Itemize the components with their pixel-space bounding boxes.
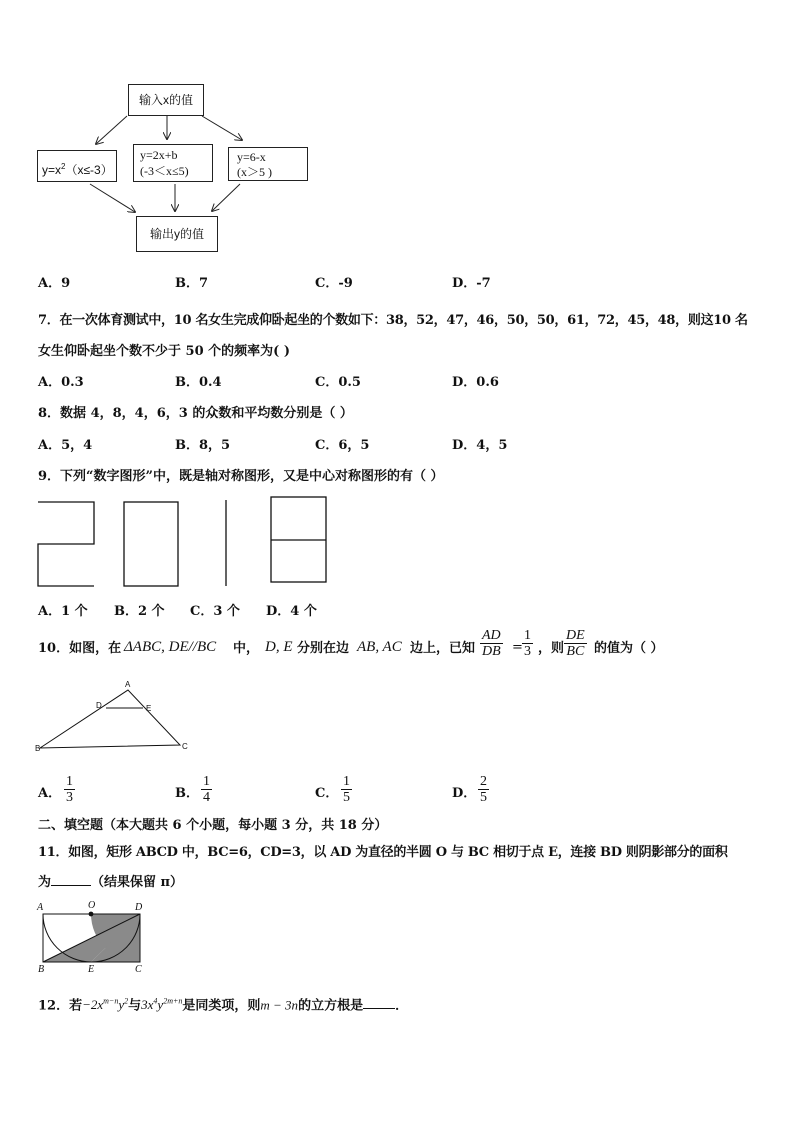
q7-option-b[interactable]: B．0.4 <box>175 375 222 390</box>
q8-option-a[interactable]: A．5，4 <box>38 438 93 453</box>
q9-option-d[interactable]: D．4 个 <box>266 604 317 619</box>
q10-label-d: D <box>96 701 102 710</box>
q6-option-c[interactable]: C．-9 <box>315 276 353 291</box>
q10-sides: AB, AC <box>357 639 402 655</box>
q8-option-d[interactable]: D．4，5 <box>452 438 508 453</box>
flow-branch-right-box: y=6-x (x＞5 ) <box>228 147 308 181</box>
q10-stem-mid1: 中， <box>233 641 260 656</box>
flow-branch-mid-box: y=2x+b (-3＜x≤5) <box>133 144 213 182</box>
q7-stem-line1: 7．在一次体育测试中，10 名女生完成仰卧起坐的个数如下：38，52，47，46，50，50，61，72，45，48，则这10 名 <box>38 313 748 328</box>
q11-label-b: B <box>38 964 45 975</box>
q11-label-a: A <box>37 902 44 913</box>
q8-stem: 8．数据 4，8，4，6，3 的众数和平均数分别是（ ） <box>38 406 353 421</box>
q7-option-d[interactable]: D．0.6 <box>452 375 499 390</box>
q10-fraction-ad-db: $\frac{AD}{DB}$ <box>482 628 501 659</box>
q9-option-c[interactable]: C．3 个 <box>190 604 240 619</box>
q8-option-b[interactable]: B．8，5 <box>175 438 231 453</box>
q10-label-a: A <box>125 680 131 689</box>
q10-label-e: E <box>146 704 152 713</box>
q11-label-e: E <box>88 964 95 975</box>
q10-fraction-de-bc: $\frac{DE}{BC}$ <box>566 628 585 659</box>
flow-branch-left-box: $y=x^2(x\le-3)$ <box>37 150 117 182</box>
q10-stem-mid2: 分别在边 <box>297 641 350 656</box>
q12-expression: m − 3n <box>260 997 299 1013</box>
flow-input-box: 输入x的值 <box>128 84 204 116</box>
q10-stem-then: ，则 <box>538 641 565 656</box>
q10-stem-mid3: 边上，已知 <box>410 641 476 656</box>
q10-label-b: B <box>35 744 41 753</box>
q12-answer-blank[interactable] <box>363 1008 395 1009</box>
q11-label-c: C <box>135 964 142 975</box>
q6-option-b[interactable]: B．7 <box>175 276 209 291</box>
q10-fraction-one-third: $\frac{1}{3}$ <box>524 628 531 659</box>
q10-points-de: D, E <box>265 639 293 655</box>
q10-equals: = <box>512 640 523 655</box>
q10-triangle-cond: ΔABC, DE//BC <box>124 639 217 655</box>
q12-stem: 12．若$-2x^{m-n}y^2$与$3x^4y^{2m+n}$是同类项，则m − 3n的立方根是 ． <box>38 997 409 1014</box>
q10-label-c: C <box>182 742 188 751</box>
q10-stem-start: 10．如图，在 <box>38 641 122 656</box>
q6-option-d[interactable]: D．-7 <box>452 276 491 291</box>
q9-option-a[interactable]: A．1 个 <box>38 604 88 619</box>
q8-option-c[interactable]: C．6，5 <box>315 438 370 453</box>
flow-output-box: 输出y的值 <box>136 216 218 252</box>
section-2-title: 二、填空题（本大题共 6 个小题，每小题 3 分，共 18 分） <box>38 818 388 833</box>
q10-stem-end: 的值为（ ） <box>594 641 664 656</box>
q7-option-a[interactable]: A．0.3 <box>38 375 84 390</box>
q11-label-d: D <box>135 902 143 913</box>
q9-option-b[interactable]: B．2 个 <box>114 604 165 619</box>
q12-term-1: $-2x^{m-n}y^2$ <box>82 997 129 1013</box>
q11-stem-line1: 11．如图，矩形 ABCD 中，BC=6，CD=3，以 AD 为直径的半圆 O 与 BC 相切于点 E，连接 BD 则阴影部分的面积 <box>38 845 728 860</box>
q11-stem-line2: 为 （结果保留 π） <box>38 875 184 890</box>
q9-stem: 9．下列“数字图形”中，既是轴对称图形，又是中心对称图形的有（ ） <box>38 469 444 484</box>
q11-label-o: O <box>88 900 96 911</box>
q7-stem-line2: 女生仰卧起坐个数不少于 50 个的频率为( ) <box>38 344 290 359</box>
q7-option-c[interactable]: C．0.5 <box>315 375 361 390</box>
q6-option-a[interactable]: A．9 <box>38 276 71 291</box>
q12-term-2: $3x^4y^{2m+n}$ <box>141 997 183 1013</box>
